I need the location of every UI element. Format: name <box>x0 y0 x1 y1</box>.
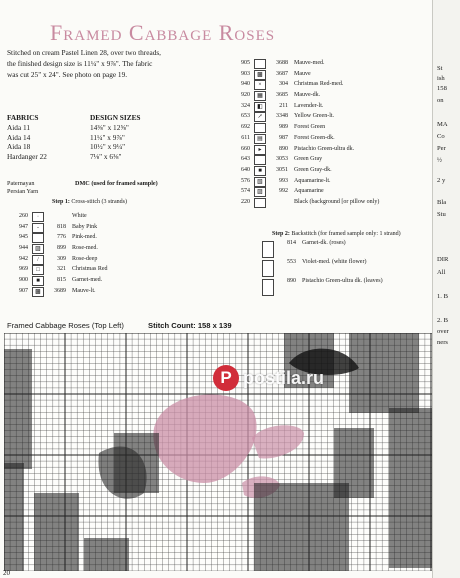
legend-header <box>7 180 158 196</box>
color-name: Forest Green <box>294 124 326 131</box>
fabric-row <box>7 123 232 133</box>
watermark-logo: P <box>213 365 239 391</box>
legend-row <box>230 154 430 165</box>
step2-title: Step 2: <box>272 231 290 237</box>
stitch-symbol: ◧ <box>254 102 266 112</box>
fabric-name: Aida 18 <box>7 142 31 152</box>
stitch-symbol: ▤ <box>254 134 266 144</box>
stitch-symbol: · <box>32 212 44 222</box>
fabric-sizes-table <box>7 113 232 162</box>
color-name: Mauve-dk. <box>294 92 321 99</box>
legend-row <box>230 122 430 133</box>
paternayan-number: 920 <box>241 92 250 99</box>
paternayan-number: 900 <box>19 277 28 284</box>
dark-stitch-area <box>349 333 419 413</box>
backstitch-name: Garnet-dk. (roses) <box>302 240 346 246</box>
chart-caption <box>7 321 232 330</box>
page-number: 20 <box>3 569 10 577</box>
color-name: Green Gray-dk. <box>294 166 332 173</box>
color-name: Aquamarine <box>294 188 324 195</box>
stitch-symbol <box>254 155 266 165</box>
legend-row <box>230 176 430 187</box>
dmc-number: 992 <box>279 188 288 195</box>
dmc-number: 818 <box>57 223 66 230</box>
color-name: Yellow Green-lt. <box>294 113 335 120</box>
dmc-number: 211 <box>279 102 288 109</box>
paternayan-number: 220 <box>241 198 250 205</box>
dark-stitch-area <box>389 408 432 568</box>
legend-row <box>230 90 430 101</box>
watermark: postila.ru <box>243 368 325 388</box>
stitch-symbol: ■ <box>254 166 266 176</box>
color-key-right <box>230 58 430 208</box>
backstitch-dmc: 890 <box>287 278 296 284</box>
stitch-symbol: × <box>254 80 266 90</box>
dmc-number: 776 <box>57 234 66 241</box>
legend-row <box>230 79 430 90</box>
intro-line: Stitched on cream Pastel Linen 28, over two threads, <box>7 48 162 57</box>
color-name: Rose-med. <box>72 245 98 252</box>
step1-title: Step 1: <box>52 199 70 205</box>
color-name: Green Gray <box>294 156 323 163</box>
dark-stitch-area <box>4 349 32 469</box>
color-name: Aquamarine-lt. <box>294 177 331 184</box>
legend-row <box>8 243 228 254</box>
adjacent-page-text: Stu <box>437 211 446 218</box>
dmc-number: 987 <box>279 134 288 141</box>
paternayan-number: 611 <box>241 134 250 141</box>
color-name: Mauve <box>294 70 311 77</box>
dmc-number: 899 <box>57 245 66 252</box>
fabric-row <box>7 133 232 143</box>
stitch-symbol <box>254 123 266 133</box>
paternayan-number: 903 <box>241 70 250 77</box>
stitch-symbol: ▩ <box>254 70 266 80</box>
backstitch-row <box>238 240 428 259</box>
dark-stitch-area <box>84 538 129 571</box>
paternayan-number: 940 <box>241 81 250 88</box>
fabric-size: 14⅜" x 12⅝" <box>90 122 129 132</box>
legend-row <box>230 165 430 176</box>
adjacent-page-text: St <box>437 65 443 72</box>
backstitch-name: Violet-med. (white flower) <box>302 259 367 265</box>
paternayan-number: 640 <box>241 166 250 173</box>
paternayan-number: 969 <box>19 266 28 273</box>
backstitch-symbol <box>262 279 274 296</box>
fabric-size: 7⅛" x 6⅜" <box>90 152 122 162</box>
fabric-size: 10½" x 9¼" <box>90 142 126 152</box>
paternayan-number: 942 <box>19 255 28 262</box>
adjacent-page-text: 1. B <box>437 293 448 300</box>
color-key-left <box>8 211 228 297</box>
dmc-number: 3685 <box>276 92 288 99</box>
fabric-row <box>7 142 232 152</box>
legend-row <box>8 286 228 297</box>
stitch-symbol: - <box>32 223 44 233</box>
dmc-number: 3051 <box>276 166 288 173</box>
legend-row <box>230 58 430 69</box>
adjacent-page-text: 2. B <box>437 317 448 324</box>
color-name: Garnet-med. <box>72 277 103 284</box>
fabric-name: Aida 14 <box>7 132 31 142</box>
fabric-table-header <box>7 113 232 123</box>
adjacent-page-text: DIR <box>437 256 449 263</box>
dmc-number: 321 <box>57 266 66 273</box>
adjacent-page-text: on <box>437 97 444 104</box>
adjacent-page-text: All <box>437 269 446 276</box>
backstitch-row <box>238 278 428 297</box>
legend-row <box>230 197 430 208</box>
color-name: Pistachio Green-ultra dk. <box>294 145 355 152</box>
paternayan-number: 944 <box>19 245 28 252</box>
paternayan-number: 653 <box>241 113 250 120</box>
legend-row <box>230 186 430 197</box>
stitch-symbol: □ <box>32 265 44 275</box>
dmc-number: 3688 <box>276 60 288 66</box>
dmc-number: 993 <box>279 177 288 184</box>
step2-text: Backstitch (for framed sample only: 1 strand) <box>291 231 401 237</box>
legend-row <box>230 133 430 144</box>
legend-row <box>8 254 228 265</box>
dmc-number: 3687 <box>276 70 288 77</box>
adjacent-page-text: MA <box>437 121 448 128</box>
dark-stitch-area <box>334 428 374 498</box>
legend-row <box>8 222 228 233</box>
paternayan-label: Paternayan <box>7 180 35 187</box>
legend-row <box>230 111 430 122</box>
dmc-number: 3689 <box>54 287 66 294</box>
stitch-symbol: ▨ <box>254 187 266 197</box>
persian-yarn-label: Persian Yarn <box>7 188 39 195</box>
dmc-number: 815 <box>57 277 66 284</box>
chart-title: Framed Cabbage Roses (Top Left) <box>7 321 124 330</box>
backstitch-dmc: 814 <box>287 240 296 246</box>
adjacent-page-text: ½ <box>437 157 442 164</box>
legend-row <box>8 211 228 222</box>
adjacent-page-text: Bla <box>437 199 447 206</box>
step1-label <box>52 199 127 205</box>
color-name: Mauve-lt. <box>72 287 96 294</box>
paternayan-number: 905 <box>241 60 250 66</box>
stitch-symbol: ▩ <box>32 287 44 297</box>
paternayan-number: 907 <box>19 287 28 294</box>
dmc-number: 304 <box>279 81 288 88</box>
color-name: Mauve-med. <box>294 60 325 66</box>
dmc-label: DMC (used for framed sample) <box>75 180 158 187</box>
dmc-number: 3348 <box>276 113 288 120</box>
color-name: Christmas Red <box>72 266 108 273</box>
adjacent-page-text: Co <box>437 133 445 140</box>
paternayan-number: 324 <box>241 102 250 109</box>
adjacent-page-strip <box>432 0 460 578</box>
adjacent-page-text: ish <box>437 75 445 82</box>
step1-text: Cross-stitch (3 strands) <box>71 199 128 205</box>
paternayan-number: 692 <box>241 124 250 131</box>
dark-stitch-area <box>34 493 79 571</box>
fabric-name: Hardanger 22 <box>7 152 47 162</box>
fabric-name: Aida 11 <box>7 122 31 132</box>
adjacent-page-text: Per <box>437 145 446 152</box>
fabric-row <box>7 152 232 162</box>
legend-row <box>230 144 430 155</box>
stitch-symbol: ▧ <box>254 177 266 187</box>
dmc-number: 3053 <box>276 156 288 163</box>
stitch-symbol: / <box>32 255 44 265</box>
dmc-number: 890 <box>279 145 288 152</box>
stitch-symbol <box>254 59 266 69</box>
intro-paragraph <box>7 48 227 80</box>
color-name: Lavender-lt. <box>294 102 324 109</box>
stitch-symbol: ▨ <box>32 244 44 254</box>
color-name: White <box>72 213 87 219</box>
dmc-number: 989 <box>279 124 288 131</box>
design-sizes-header: DESIGN SIZES <box>90 113 141 122</box>
dark-stitch-area <box>4 463 24 571</box>
stitch-symbol: ■ <box>32 276 44 286</box>
paternayan-number: 945 <box>19 234 28 241</box>
step2-label <box>272 231 401 237</box>
legend-row <box>8 275 228 286</box>
color-name: Black (background [or pillow only) <box>294 198 380 205</box>
stitch-symbol: ↗ <box>254 112 266 122</box>
backstitch-name: Pistachio Green-ultra dk. (leaves) <box>302 278 383 284</box>
paternayan-number: 260 <box>19 213 28 219</box>
intro-line: was cut 25" x 24". See photo on page 19. <box>7 69 128 79</box>
fabric-size: 11¼" x 9⅞" <box>90 132 125 142</box>
adjacent-page-text: ners <box>437 339 448 346</box>
legend-row <box>230 69 430 80</box>
backstitch-key <box>238 240 428 297</box>
paternayan-number: 947 <box>19 223 28 230</box>
page-title: Framed Cabbage Roses <box>50 20 276 45</box>
intro-line: the finished design size is 11¼" x 9⅞". The fabric <box>7 58 153 68</box>
color-name: Rose-deep <box>72 255 98 262</box>
paternayan-number: 574 <box>241 188 250 195</box>
legend-row <box>230 101 430 112</box>
backstitch-symbol <box>262 241 274 258</box>
stitch-count: Stitch Count: 158 x 139 <box>148 321 232 330</box>
color-name: Baby Pink <box>72 223 98 230</box>
backstitch-symbol <box>262 260 274 277</box>
color-name: Pink-med. <box>72 234 97 241</box>
paternayan-number: 643 <box>241 156 250 163</box>
adjacent-page-text: 2 y <box>437 177 446 184</box>
stitch-symbol: ▦ <box>254 91 266 101</box>
legend-row <box>8 232 228 243</box>
stitch-symbol: ▸ <box>254 145 266 155</box>
backstitch-row <box>238 259 428 278</box>
color-name: Forest Green-dk. <box>294 134 335 141</box>
backstitch-dmc: 553 <box>287 259 296 265</box>
adjacent-page-text: 158 <box>437 85 447 92</box>
adjacent-page-text: over <box>437 328 449 335</box>
legend-row <box>8 264 228 275</box>
paternayan-number: 576 <box>241 177 250 184</box>
color-name: Christmas Red-med. <box>294 81 344 88</box>
stitch-symbol <box>254 198 266 208</box>
dmc-number: 309 <box>57 255 66 262</box>
paternayan-number: 660 <box>241 145 250 152</box>
fabrics-header: FABRICS <box>7 113 39 122</box>
stitch-symbol <box>32 233 44 243</box>
